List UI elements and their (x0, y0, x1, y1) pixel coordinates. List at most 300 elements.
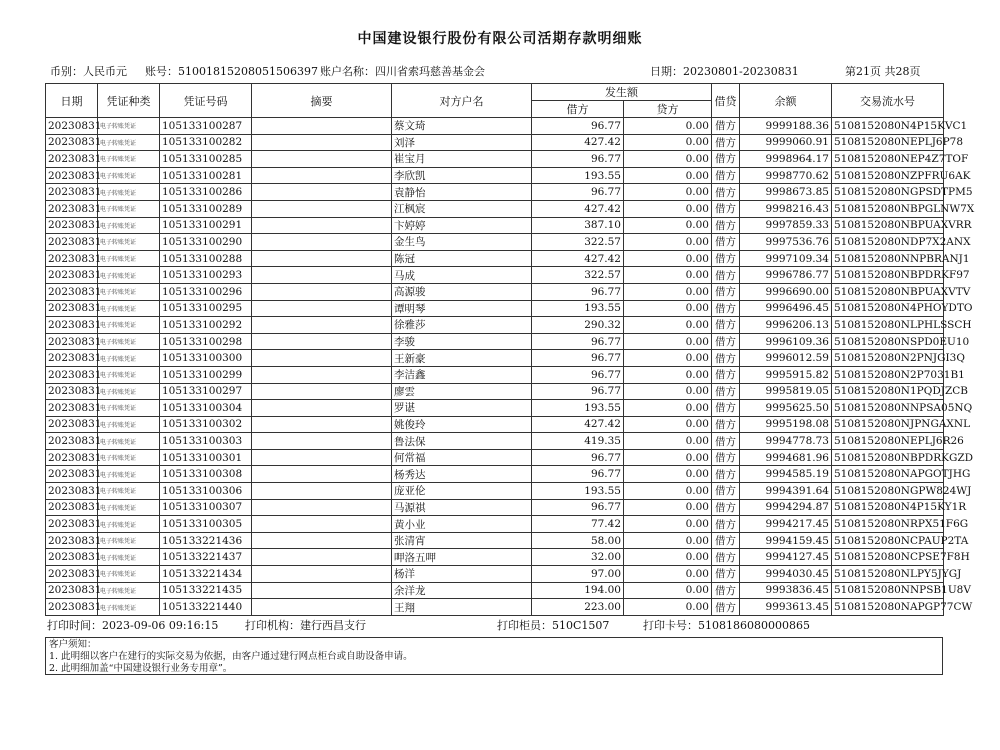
cell-serial: 5108152080NBPDRKGZD (832, 449, 944, 466)
cell-credit: 0.00 (624, 300, 712, 317)
cell-debit-credit: 借方 (712, 549, 740, 566)
header-summary: 摘要 (252, 84, 392, 118)
cell-summary (252, 217, 392, 234)
cell-debit-credit: 借方 (712, 317, 740, 334)
table-row (46, 549, 944, 566)
cell-balance: 9994778.73 (740, 433, 832, 450)
cell-voucher-no: 105133100301 (160, 449, 252, 466)
cell-counterparty: 李洁鑫 (392, 366, 532, 383)
header-counterparty: 对方户名 (392, 84, 532, 118)
cell-voucher-type: 电子转账凭证 (98, 400, 160, 417)
cell-serial: 5108152080NZPFRU6AK (832, 167, 944, 184)
cell-credit: 0.00 (624, 582, 712, 599)
cell-voucher-no: 105133100287 (160, 118, 252, 135)
cell-serial: 5108152080N2P7031B1 (832, 366, 944, 383)
cell-date: 20230831 (46, 566, 98, 583)
cell-debit-credit: 借方 (712, 532, 740, 549)
cell-debit: 387.10 (532, 217, 624, 234)
transaction-table (45, 83, 975, 616)
cell-date: 20230831 (46, 167, 98, 184)
cell-balance: 9994159.45 (740, 532, 832, 549)
cell-voucher-no: 105133100290 (160, 234, 252, 251)
table-row (46, 333, 944, 350)
cell-credit: 0.00 (624, 350, 712, 367)
cell-voucher-type: 电子转账凭证 (98, 184, 160, 201)
cell-balance: 9999188.36 (740, 118, 832, 135)
cell-balance: 9998673.85 (740, 184, 832, 201)
table-row (46, 532, 944, 549)
cell-counterparty: 崔宝月 (392, 151, 532, 168)
cell-date: 20230831 (46, 184, 98, 201)
cell-voucher-type: 电子转账凭证 (98, 433, 160, 450)
cell-debit-credit: 借方 (712, 433, 740, 450)
cell-debit-credit: 借方 (712, 416, 740, 433)
table-row (46, 118, 944, 135)
cell-debit: 77.42 (532, 516, 624, 533)
cell-debit-credit: 借方 (712, 283, 740, 300)
cell-counterparty: 呷洛五呷 (392, 549, 532, 566)
header-debit-credit: 借贷 (712, 84, 740, 118)
cell-balance: 9998770.62 (740, 167, 832, 184)
cell-counterparty: 谭明琴 (392, 300, 532, 317)
table-row (46, 200, 944, 217)
cell-voucher-no: 105133100293 (160, 267, 252, 284)
cell-serial: 5108152080N1PQDJZCB (832, 383, 944, 400)
cell-summary (252, 250, 392, 267)
cell-balance: 9993613.45 (740, 599, 832, 616)
cell-serial: 5108152080NAPGOTJHG (832, 466, 944, 483)
cell-serial: 5108152080NLPHLSSCH (832, 317, 944, 334)
cell-balance: 9998216.43 (740, 200, 832, 217)
cell-debit: 419.35 (532, 433, 624, 450)
cell-date: 20230831 (46, 118, 98, 135)
cell-summary (252, 234, 392, 251)
cell-summary (252, 582, 392, 599)
document-title: 中国建设银行股份有限公司活期存款明细账 (357, 31, 643, 47)
table-row (46, 433, 944, 450)
cell-voucher-type: 电子转账凭证 (98, 151, 160, 168)
cell-date: 20230831 (46, 217, 98, 234)
cell-debit-credit: 借方 (712, 234, 740, 251)
table-row (46, 167, 944, 184)
cell-voucher-type: 电子转账凭证 (98, 167, 160, 184)
cell-balance: 9995819.05 (740, 383, 832, 400)
cell-summary (252, 283, 392, 300)
cell-voucher-type: 电子转账凭证 (98, 566, 160, 583)
cell-credit: 0.00 (624, 118, 712, 135)
cell-credit: 0.00 (624, 433, 712, 450)
cell-counterparty: 李欣凯 (392, 167, 532, 184)
cell-date: 20230831 (46, 549, 98, 566)
cell-summary (252, 184, 392, 201)
cell-counterparty: 高源骏 (392, 283, 532, 300)
table-row (46, 516, 944, 533)
cell-credit: 0.00 (624, 267, 712, 284)
cell-serial: 5108152080N4P15KVC1 (832, 118, 944, 135)
cell-summary (252, 333, 392, 350)
cell-balance: 9994681.96 (740, 449, 832, 466)
cell-debit-credit: 借方 (712, 566, 740, 583)
cell-voucher-no: 105133221436 (160, 532, 252, 549)
cell-voucher-no: 105133100307 (160, 499, 252, 516)
cell-date: 20230831 (46, 350, 98, 367)
cell-date: 20230831 (46, 200, 98, 217)
table-row (46, 483, 944, 500)
cell-date: 20230831 (46, 134, 98, 151)
cell-serial: 5108152080NNPBRANJ1 (832, 250, 944, 267)
table-row (46, 234, 944, 251)
print-counter: 打印柜员：510C1507 (497, 619, 610, 632)
cell-credit: 0.00 (624, 416, 712, 433)
cell-credit: 0.00 (624, 333, 712, 350)
cell-serial: 5108152080NNPSB1U8V (832, 582, 944, 599)
cell-credit: 0.00 (624, 234, 712, 251)
cell-counterparty: 王翔 (392, 599, 532, 616)
cell-counterparty: 刘泽 (392, 134, 532, 151)
cell-debit: 193.55 (532, 167, 624, 184)
cell-credit: 0.00 (624, 599, 712, 616)
cell-debit: 322.57 (532, 267, 624, 284)
cell-summary (252, 449, 392, 466)
cell-debit: 96.77 (532, 449, 624, 466)
cell-voucher-no: 105133100288 (160, 250, 252, 267)
cell-debit-credit: 借方 (712, 250, 740, 267)
cell-voucher-type: 电子转账凭证 (98, 267, 160, 284)
cell-credit: 0.00 (624, 283, 712, 300)
cell-serial: 5108152080N4PHOYDTO (832, 300, 944, 317)
cell-date: 20230831 (46, 516, 98, 533)
notes-heading: 客户须知： (49, 639, 97, 650)
cell-counterparty: 陈冠 (392, 250, 532, 267)
cell-summary (252, 400, 392, 417)
cell-counterparty: 何常福 (392, 449, 532, 466)
cell-debit-credit: 借方 (712, 499, 740, 516)
table-row (46, 566, 944, 583)
print-time: 打印时间：2023-09-06 09:16:15 (47, 619, 219, 632)
cell-date: 20230831 (46, 317, 98, 334)
cell-voucher-type: 电子转账凭证 (98, 483, 160, 500)
cell-voucher-type: 电子转账凭证 (98, 499, 160, 516)
cell-date: 20230831 (46, 582, 98, 599)
header-balance: 余额 (740, 84, 832, 118)
header-credit: 贷方 (624, 101, 712, 118)
cell-voucher-type: 电子转账凭证 (98, 383, 160, 400)
cell-credit: 0.00 (624, 516, 712, 533)
cell-date: 20230831 (46, 599, 98, 616)
cell-voucher-type: 电子转账凭证 (98, 466, 160, 483)
cell-counterparty: 袁静怡 (392, 184, 532, 201)
cell-debit-credit: 借方 (712, 118, 740, 135)
cell-serial: 5108152080NLPY5JYGJ (832, 566, 944, 583)
cell-credit: 0.00 (624, 200, 712, 217)
cell-debit: 427.42 (532, 416, 624, 433)
cell-summary (252, 267, 392, 284)
cell-debit: 96.77 (532, 499, 624, 516)
cell-credit: 0.00 (624, 317, 712, 334)
cell-credit: 0.00 (624, 449, 712, 466)
cell-voucher-type: 电子转账凭证 (98, 118, 160, 135)
cell-summary (252, 383, 392, 400)
cell-voucher-no: 105133100308 (160, 466, 252, 483)
cell-debit: 96.77 (532, 283, 624, 300)
cell-balance: 9996109.36 (740, 333, 832, 350)
cell-serial: 5108152080NEPLJ6P78 (832, 134, 944, 151)
cell-voucher-no: 105133100286 (160, 184, 252, 201)
cell-credit: 0.00 (624, 250, 712, 267)
cell-summary (252, 549, 392, 566)
cell-date: 20230831 (46, 250, 98, 267)
cell-debit-credit: 借方 (712, 516, 740, 533)
cell-debit: 96.77 (532, 151, 624, 168)
cell-credit: 0.00 (624, 151, 712, 168)
cell-debit: 32.00 (532, 549, 624, 566)
cell-balance: 9996786.77 (740, 267, 832, 284)
cell-summary (252, 483, 392, 500)
cell-voucher-no: 105133100305 (160, 516, 252, 533)
cell-debit-credit: 借方 (712, 151, 740, 168)
table-row (46, 283, 944, 300)
cell-debit: 96.77 (532, 333, 624, 350)
cell-balance: 9999060.91 (740, 134, 832, 151)
cell-serial: 5108152080NCPAUP2TA (832, 532, 944, 549)
cell-debit-credit: 借方 (712, 400, 740, 417)
cell-balance: 9994030.45 (740, 566, 832, 583)
cell-debit-credit: 借方 (712, 200, 740, 217)
cell-counterparty: 鲁法保 (392, 433, 532, 450)
date-range: 日期：20230801-20230831 (650, 65, 799, 78)
cell-voucher-type: 电子转账凭证 (98, 217, 160, 234)
cell-credit: 0.00 (624, 366, 712, 383)
cell-summary (252, 350, 392, 367)
cell-summary (252, 499, 392, 516)
cell-balance: 9996690.00 (740, 283, 832, 300)
cell-summary (252, 200, 392, 217)
cell-credit: 0.00 (624, 383, 712, 400)
cell-counterparty: 江枫宸 (392, 200, 532, 217)
cell-serial: 5108152080NSPD0EU10 (832, 333, 944, 350)
cell-balance: 9998964.17 (740, 151, 832, 168)
cell-balance: 9997109.34 (740, 250, 832, 267)
cell-credit: 0.00 (624, 549, 712, 566)
cell-balance: 9996206.13 (740, 317, 832, 334)
cell-serial: 5108152080NGPW824WJ (832, 483, 944, 500)
cell-date: 20230831 (46, 333, 98, 350)
cell-counterparty: 张清宵 (392, 532, 532, 549)
cell-debit: 96.77 (532, 350, 624, 367)
cell-debit: 193.55 (532, 300, 624, 317)
cell-serial: 5108152080N4P15KY1R (832, 499, 944, 516)
cell-summary (252, 532, 392, 549)
header-voucher-type: 凭证种类 (98, 84, 160, 118)
cell-date: 20230831 (46, 283, 98, 300)
cell-voucher-no: 105133100285 (160, 151, 252, 168)
cell-voucher-type: 电子转账凭证 (98, 549, 160, 566)
cell-serial: 5108152080NNPSA05NQ (832, 400, 944, 417)
cell-voucher-type: 电子转账凭证 (98, 250, 160, 267)
cell-serial: 5108152080NEP4Z7TOF (832, 151, 944, 168)
cell-voucher-type: 电子转账凭证 (98, 582, 160, 599)
cell-counterparty: 马源祺 (392, 499, 532, 516)
cell-serial: 5108152080NEPLJ6R26 (832, 433, 944, 450)
cell-serial: 5108152080NRPX51F6G (832, 516, 944, 533)
account-name: 账户名称：四川省索玛慈善基金会 (320, 65, 485, 78)
cell-debit: 193.55 (532, 400, 624, 417)
customer-notes (45, 637, 943, 675)
cell-serial: 5108152080NAPGP77CW (832, 599, 944, 616)
cell-voucher-type: 电子转账凭证 (98, 532, 160, 549)
cell-summary (252, 118, 392, 135)
cell-debit: 96.77 (532, 118, 624, 135)
cell-summary (252, 599, 392, 616)
table-row (46, 449, 944, 466)
cell-voucher-no: 105133100282 (160, 134, 252, 151)
cell-summary (252, 134, 392, 151)
cell-counterparty: 杨秀达 (392, 466, 532, 483)
cell-voucher-type: 电子转账凭证 (98, 416, 160, 433)
cell-debit: 290.32 (532, 317, 624, 334)
cell-debit: 96.77 (532, 184, 624, 201)
cell-debit-credit: 借方 (712, 582, 740, 599)
cell-debit-credit: 借方 (712, 300, 740, 317)
cell-balance: 9993836.45 (740, 582, 832, 599)
cell-credit: 0.00 (624, 400, 712, 417)
cell-voucher-no: 105133100300 (160, 350, 252, 367)
cell-date: 20230831 (46, 416, 98, 433)
cell-debit: 322.57 (532, 234, 624, 251)
cell-counterparty: 李骏 (392, 333, 532, 350)
cell-counterparty: 杨洋 (392, 566, 532, 583)
cell-voucher-no: 105133221440 (160, 599, 252, 616)
cell-voucher-type: 电子转账凭证 (98, 317, 160, 334)
cell-serial: 5108152080NBPGLNW7X (832, 200, 944, 217)
cell-voucher-type: 电子转账凭证 (98, 350, 160, 367)
table-row (46, 300, 944, 317)
cell-date: 20230831 (46, 366, 98, 383)
cell-serial: 5108152080N2PNJGI3Q (832, 350, 944, 367)
cell-serial: 5108152080NBPDRKF97 (832, 267, 944, 284)
table-row (46, 317, 944, 334)
cell-voucher-type: 电子转账凭证 (98, 366, 160, 383)
table-row (46, 466, 944, 483)
cell-counterparty: 徐雅莎 (392, 317, 532, 334)
cell-voucher-no: 105133100297 (160, 383, 252, 400)
cell-date: 20230831 (46, 400, 98, 417)
cell-voucher-type: 电子转账凭证 (98, 599, 160, 616)
cell-debit: 193.55 (532, 483, 624, 500)
account-number: 账号：51001815208051506397 (145, 65, 318, 78)
cell-summary (252, 300, 392, 317)
cell-debit: 427.42 (532, 200, 624, 217)
cell-serial: 5108152080NGPSDTPM5 (832, 184, 944, 201)
cell-counterparty: 王新豪 (392, 350, 532, 367)
cell-credit: 0.00 (624, 532, 712, 549)
cell-debit-credit: 借方 (712, 350, 740, 367)
cell-counterparty: 罗谌 (392, 400, 532, 417)
header-serial: 交易流水号 (832, 84, 944, 118)
cell-voucher-no: 105133100296 (160, 283, 252, 300)
cell-date: 20230831 (46, 433, 98, 450)
cell-debit: 96.77 (532, 366, 624, 383)
cell-balance: 9994294.87 (740, 499, 832, 516)
cell-voucher-no: 105133100298 (160, 333, 252, 350)
cell-credit: 0.00 (624, 167, 712, 184)
table-row (46, 416, 944, 433)
table-row (46, 250, 944, 267)
cell-summary (252, 466, 392, 483)
table-row (46, 350, 944, 367)
table-row (46, 582, 944, 599)
cell-date: 20230831 (46, 151, 98, 168)
cell-counterparty: 蔡文琦 (392, 118, 532, 135)
cell-date: 20230831 (46, 532, 98, 549)
cell-serial: 5108152080NCPSE7F8H (832, 549, 944, 566)
cell-date: 20230831 (46, 234, 98, 251)
cell-debit: 96.77 (532, 466, 624, 483)
cell-voucher-no: 105133100304 (160, 400, 252, 417)
cell-voucher-type: 电子转账凭证 (98, 449, 160, 466)
currency-label: 币别：人民币元 (50, 65, 127, 78)
cell-voucher-type: 电子转账凭证 (98, 234, 160, 251)
cell-counterparty: 卞婷婷 (392, 217, 532, 234)
cell-credit: 0.00 (624, 466, 712, 483)
cell-debit-credit: 借方 (712, 333, 740, 350)
cell-summary (252, 566, 392, 583)
cell-debit: 194.00 (532, 582, 624, 599)
cell-debit-credit: 借方 (712, 449, 740, 466)
cell-debit-credit: 借方 (712, 599, 740, 616)
notes-line-1: 1. 此明细以客户在建行的实际交易为依据，由客户通过建行网点柜台或自助设备申请。 (49, 651, 413, 662)
table-row (46, 267, 944, 284)
cell-debit-credit: 借方 (712, 383, 740, 400)
cell-credit: 0.00 (624, 134, 712, 151)
header-debit: 借方 (532, 101, 624, 118)
cell-debit-credit: 借方 (712, 134, 740, 151)
print-card: 打印卡号：5108186080000865 (643, 619, 810, 632)
cell-voucher-no: 105133100299 (160, 366, 252, 383)
table-row (46, 599, 944, 616)
cell-voucher-no: 105133100291 (160, 217, 252, 234)
cell-debit-credit: 借方 (712, 267, 740, 284)
cell-debit: 427.42 (532, 134, 624, 151)
cell-summary (252, 151, 392, 168)
cell-balance: 9997859.33 (740, 217, 832, 234)
cell-voucher-no: 105133100289 (160, 200, 252, 217)
cell-counterparty: 黄小业 (392, 516, 532, 533)
cell-summary (252, 366, 392, 383)
cell-date: 20230831 (46, 466, 98, 483)
cell-debit-credit: 借方 (712, 483, 740, 500)
notes-line-2: 2. 此明细加盖“中国建设银行业务专用章”。 (49, 663, 233, 674)
cell-balance: 9994217.45 (740, 516, 832, 533)
cell-serial: 5108152080NBPUAXVRR (832, 217, 944, 234)
cell-balance: 9995915.82 (740, 366, 832, 383)
cell-voucher-type: 电子转账凭证 (98, 283, 160, 300)
cell-voucher-type: 电子转账凭证 (98, 300, 160, 317)
cell-voucher-no: 105133100281 (160, 167, 252, 184)
cell-counterparty: 廖雲 (392, 383, 532, 400)
print-org: 打印机构：建行西昌支行 (245, 619, 366, 632)
table-row (46, 217, 944, 234)
cell-summary (252, 317, 392, 334)
cell-voucher-no: 105133100306 (160, 483, 252, 500)
cell-voucher-type: 电子转账凭证 (98, 134, 160, 151)
cell-balance: 9996496.45 (740, 300, 832, 317)
cell-counterparty: 马成 (392, 267, 532, 284)
table-row (46, 383, 944, 400)
table-row (46, 366, 944, 383)
cell-balance: 9997536.76 (740, 234, 832, 251)
cell-counterparty: 庞亚伦 (392, 483, 532, 500)
